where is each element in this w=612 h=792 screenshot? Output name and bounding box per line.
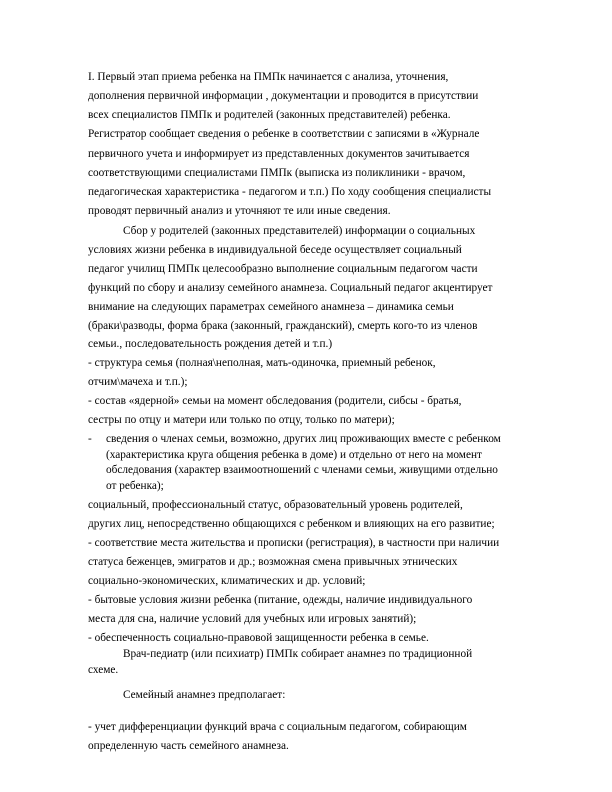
bullet-text-line: сведения о членах семьи, возможно, других лиц проживающих вместе с ребенком bbox=[106, 433, 501, 445]
text-line: - соответствие места жительства и прописки (регистрация), в частности при наличии bbox=[88, 537, 500, 549]
text-line: (браки\разводы, форма брака (законный, гражданский), смерть кого-то из членов bbox=[88, 320, 478, 332]
text-line: места для сна, наличие условий для учебных или игровых занятий); bbox=[88, 613, 417, 625]
text-line: условиях жизни ребенка в индивидуальной беседе осуществляет социальный bbox=[88, 244, 462, 256]
text-line: соответствующими специалистами ПМПк (выписка из поликлиники - врачом, bbox=[88, 167, 466, 179]
text-line: - структура семья (полная\неполная, мать-одиночка, приемный ребенок, bbox=[88, 357, 436, 369]
text-line: социально-экономических, климатических и др. условий; bbox=[88, 575, 366, 587]
text-line: I. Первый этап приема ребенка на ПМПк начинается с анализа, уточнения, bbox=[88, 71, 449, 83]
text-line: семьи., последовательность рождения детей и т.п.) bbox=[88, 338, 333, 350]
text-line: - состав «ядерной» семьи на момент обследования (родители, сибсы - братья, bbox=[88, 395, 462, 407]
text-line: функций по сбору и анализу семейного анамнеза. Социальный педагог акцентирует bbox=[88, 282, 493, 294]
text-line: внимание на следующих параметрах семейного анамнеза – динамика семьи bbox=[88, 301, 454, 313]
text-line: первичного учета и информирует из представленных документов зачитывается bbox=[88, 148, 470, 160]
text-line: схеме. bbox=[88, 664, 119, 676]
text-line: других лиц, непосредственно общающихся с ребенком и влияющих на его развитие; bbox=[88, 518, 495, 530]
text-line: педагогическая характеристика - педагогом и т.п.) По ходу сообщения специалисты bbox=[88, 186, 492, 198]
text-line: статуса беженцев, эмигратов и др.; возможная смена привычных этнических bbox=[88, 556, 458, 568]
text-line: дополнения первичной информации , документации и проводится в присутствии bbox=[88, 90, 479, 102]
text-line: - учет дифференциации функций врача с социальным педагогом, собирающим bbox=[88, 721, 467, 733]
text-line: Сбор у родителей (законных представителей) информации о социальных bbox=[123, 225, 476, 237]
bullet-marker: - bbox=[88, 433, 92, 445]
text-line: Семейный анамнез предполагает: bbox=[123, 689, 286, 701]
text-line: педагог училищ ПМПк целесообразно выполнение социальным педагогом части bbox=[88, 263, 478, 275]
text-line: проводят первичный анализ и уточняют те или иные сведения. bbox=[88, 205, 391, 217]
text-line: отчим\мачеха и т.п.); bbox=[88, 376, 188, 388]
text-line: сестры по отцу и матери или только по отцу, только по матери); bbox=[88, 414, 395, 426]
text-line: Врач-педиатр (или психиатр) ПМПк собирает анамнез по традиционной bbox=[123, 648, 473, 660]
bullet-text-line: от ребенка); bbox=[106, 480, 164, 492]
text-line: Регистратор сообщает сведения о ребенке в соответствии с записями в «Журнале bbox=[88, 128, 480, 140]
text-line: всех специалистов ПМПк и родителей (законных представителей) ребенка. bbox=[88, 109, 451, 121]
bullet-text-line: (характеристика круга общения ребенка в доме) и отдельно от него на момент bbox=[106, 449, 482, 461]
text-line: социальный, профессиональный статус, образовательный уровень родителей, bbox=[88, 499, 463, 511]
text-line: определенную часть семейного анамнеза. bbox=[88, 740, 289, 752]
text-line: - бытовые условия жизни ребенка (питание, одежды, наличие индивидуального bbox=[88, 594, 473, 606]
bullet-text-line: обследования (характер взаимоотношений с членами семьи, живущими отдельно bbox=[106, 464, 498, 476]
text-line: - обеспеченность социально-правовой защищенности ребенка в семье. bbox=[88, 632, 429, 644]
